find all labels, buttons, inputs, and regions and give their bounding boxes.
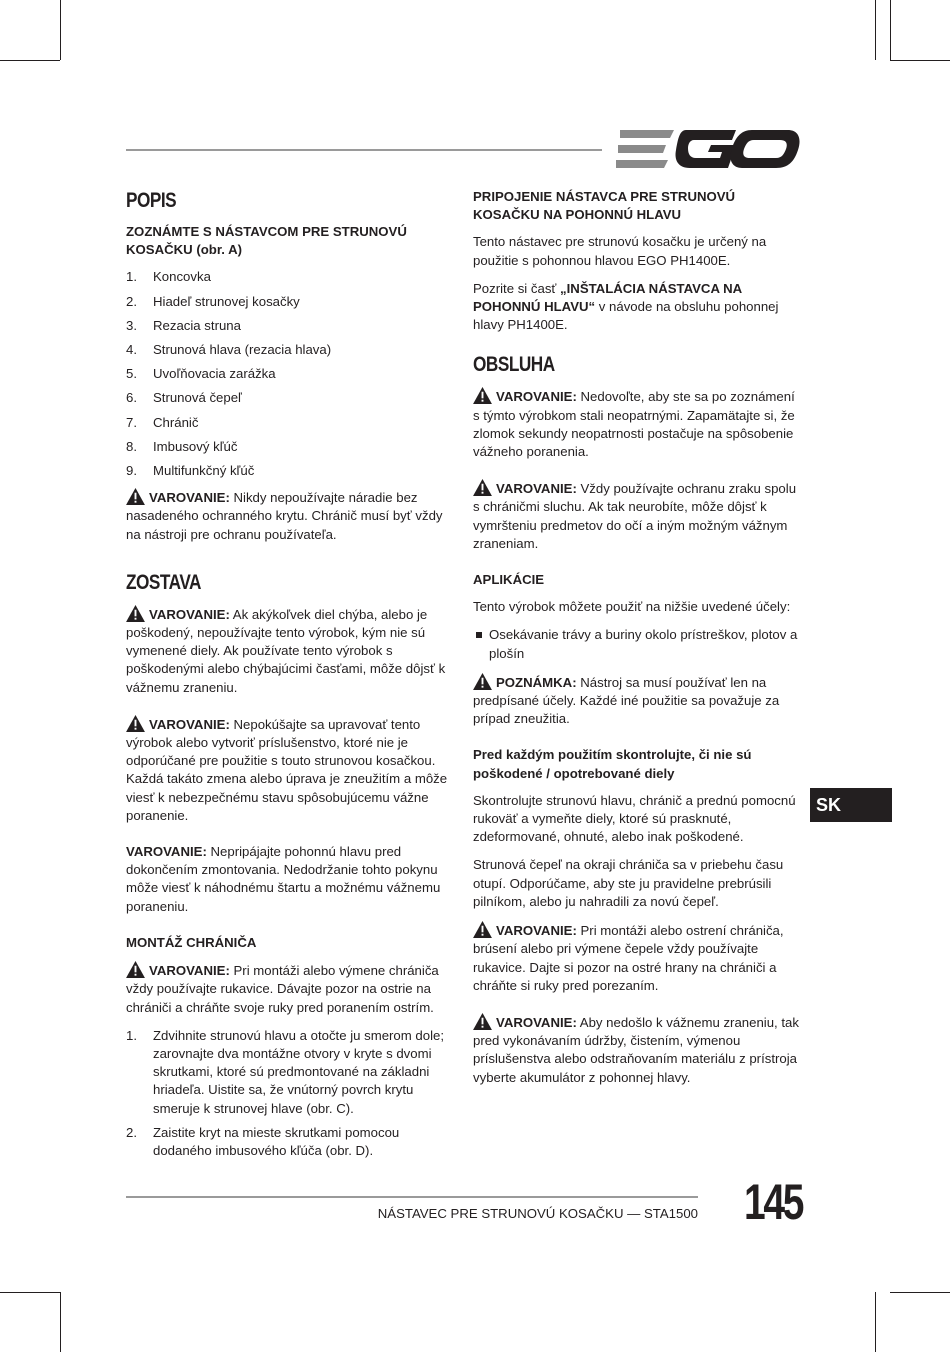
list-item: 4. Strunová hlava (rezacia hlava) — [126, 342, 332, 358]
ego-logo — [616, 128, 800, 172]
list-item: 6. Strunová čepeľ — [126, 390, 242, 406]
crop-mark — [875, 1292, 876, 1352]
check-heading: Pred každým použitím skontrolujte, či nie sú poškodené / opotrebované diely — [473, 747, 752, 781]
left-column — [126, 188, 448, 1168]
crop-mark — [890, 0, 891, 60]
crop-mark — [0, 60, 60, 61]
parts-list — [126, 268, 448, 480]
warning-paragraph: VAROVANIE: Pri montáži alebo ostrení chrániča, brúsení alebo pri výmene čepele vždy používajte rukavice. Dajte si pozor na ostré hrany na chrániči a chráňte si ruky pred porezaním. — [473, 923, 784, 993]
steps-list — [126, 1027, 448, 1160]
list-item: 1. Zdvihnite strunovú hlavu a otočte ju smerom dole; zarovnajte dva montážne otvory v kryte s dvomi skrutkami, ktoré sú predmontované na základni hriadeľa. Uistite sa, že vnútorný povrch krytu smeruje k strunovej hlave (obr. C). — [126, 1027, 445, 1116]
warning-icon — [473, 1013, 492, 1030]
aplikacie-heading: APLIKÁCIE — [473, 572, 545, 588]
list-item: 1. Koncovka — [126, 269, 211, 285]
warning-icon — [473, 673, 492, 690]
footer-rule — [126, 1196, 698, 1198]
warning-icon — [126, 488, 145, 505]
aplikacie-list — [473, 626, 803, 662]
warning-paragraph: VAROVANIE: Nepripájajte pohonnú hlavu pred dokončením zmontovania. Nedodržanie tohto pokynu môže viesť k náhodnému štartu a možnému vážnemu poraneniu. — [126, 844, 441, 914]
warning-paragraph: VAROVANIE: Aby nedošlo k vážnemu zraneniu, tak pred vykonávaním údržby, čistením, výmenou príslušenstva alebo odstraňovaním materiálu z prístroja vyberte akumulátor z pohonnej hlavy. — [473, 1014, 799, 1085]
warning-paragraph: VAROVANIE: Ak akýkoľvek diel chýba, alebo je poškodený, nepoužívajte tento výrobok, kým nie sú vymenené diely. Ak používate tento výrobok s poškodenými alebo chýbajúcimi časťami, môže dôjsť k vážnemu zraneniu. — [126, 606, 446, 695]
crop-mark — [890, 1292, 950, 1293]
paragraph: Strunová čepeľ na okraji chrániča sa v priebehu času otupí. Odporúčame, aby ste ju pravidelne prebrúsili pilníkom, alebo ju nahradili za novú čepeľ. — [473, 857, 784, 909]
crop-mark — [0, 1292, 60, 1293]
warning-paragraph: VAROVANIE: Nedovoľte, aby ste sa po zoznámení s týmto výrobkom stali neopatrnými. Zapamätajte si, že zlomok sekundy neopatrnosti postačuje na spôsobenie vážneho poranenia. — [473, 389, 795, 460]
list-item: 2. Hiadeľ strunovej kosačky — [126, 293, 300, 309]
list-item: Osekávanie trávy a buriny okolo prístreškov, plotov a plošín — [473, 626, 803, 662]
warning-paragraph: VAROVANIE: Nepokúšajte sa upravovať tento výrobok alebo vytvoriť príslušenstvo, ktoré nie je odporúčané pre použitie s touto strunovou kosačkou. Každá takáto zmena alebo úprava je zneužitím a môže viesť k nebezpečnému stavu spôsobujúcemu vážne poranenie. — [126, 716, 448, 823]
warning-icon — [126, 605, 145, 622]
crop-mark — [890, 60, 950, 61]
paragraph: Tento nástavec pre strunovú kosačku je určený na použitie s pohonnou hlavou EGO PH1400E. — [473, 234, 767, 268]
crop-mark — [60, 1292, 61, 1352]
header-rule — [126, 149, 602, 151]
obsluha-heading: OBSLUHA — [473, 353, 555, 377]
language-tab: SK — [810, 788, 892, 822]
zostava-heading: ZOSTAVA — [126, 570, 202, 594]
crop-mark — [875, 0, 876, 60]
warning-paragraph: VAROVANIE: Pri montáži alebo výmene chrániča vždy používajte rukavice. Dávajte pozor na ostrie na chrániči a chráňte svoje ruky pred poranením ostrím. — [126, 963, 439, 1015]
paragraph: Tento výrobok môžete použiť na nižšie uvedené účely: — [473, 599, 791, 615]
warning-icon — [473, 479, 492, 496]
warning-icon — [126, 715, 145, 732]
list-item: 9. Multifunkčný kľúč — [126, 463, 255, 479]
paragraph: Pozrite si časť „INŠTALÁCIA NÁSTAVCA NA POHONNÚ HLAVU“ v návode na obsluhu pohonnej hlavy PH1400E. — [473, 280, 779, 333]
warning-icon — [473, 387, 492, 404]
list-item: 5. Uvoľňovacia zarážka — [126, 366, 276, 382]
warning-paragraph: VAROVANIE: Nikdy nepoužívajte náradie bez nasadeného ochranného krytu. Chránič musí byť vždy na nástroji pre ochranu používateľa. — [126, 490, 443, 542]
list-item: 7. Chránič — [126, 414, 199, 430]
list-item: 2. Zaistite kryt na mieste skrutkami pomocou dodaného imbusového kľúča (obr. D). — [126, 1124, 400, 1158]
montaz-heading: MONTÁŽ CHRÁNIČA — [126, 934, 257, 950]
crop-mark — [60, 0, 61, 60]
right-column — [473, 188, 803, 1097]
attach-heading: PRIPOJENIE NÁSTAVCA PRE STRUNOVÚ KOSAČKU NA POHONNÚ HLAVU — [473, 189, 736, 223]
popis-heading: POPIS — [126, 189, 177, 212]
page-number: 145 — [744, 1174, 803, 1230]
warning-paragraph: VAROVANIE: Vždy používajte ochranu zraku spolu s chráničmi sluchu. Ak tak neurobíte, môže dôjsť k vymršteniu predmetov do očí a iným možným vážnym zraneniam. — [473, 481, 797, 551]
list-item: 3. Rezacia struna — [126, 317, 241, 333]
footer-title: NÁSTAVEC PRE STRUNOVÚ KOSAČKU — STA1500 — [377, 1206, 698, 1221]
note-paragraph: POZNÁMKA: Nástroj sa musí používať len na predpísané účely. Každé iné použitie sa považuje za prípad zneužitia. — [473, 674, 780, 727]
intro-heading: ZOZNÁMTE S NÁSTAVCOM PRE STRUNOVÚ KOSAČKU (obr. A) — [126, 224, 407, 258]
bullet-icon — [473, 626, 489, 662]
warning-icon — [126, 961, 145, 978]
warning-icon — [473, 921, 492, 938]
list-item: 8. Imbusový kľúč — [126, 438, 238, 454]
paragraph: Skontrolujte strunovú hlavu, chránič a prednú pomocnú rukoväť a vymeňte diely, ktoré sú prasknuté, zdeformované, ohnuté, alebo inak poškodené. — [473, 792, 796, 845]
